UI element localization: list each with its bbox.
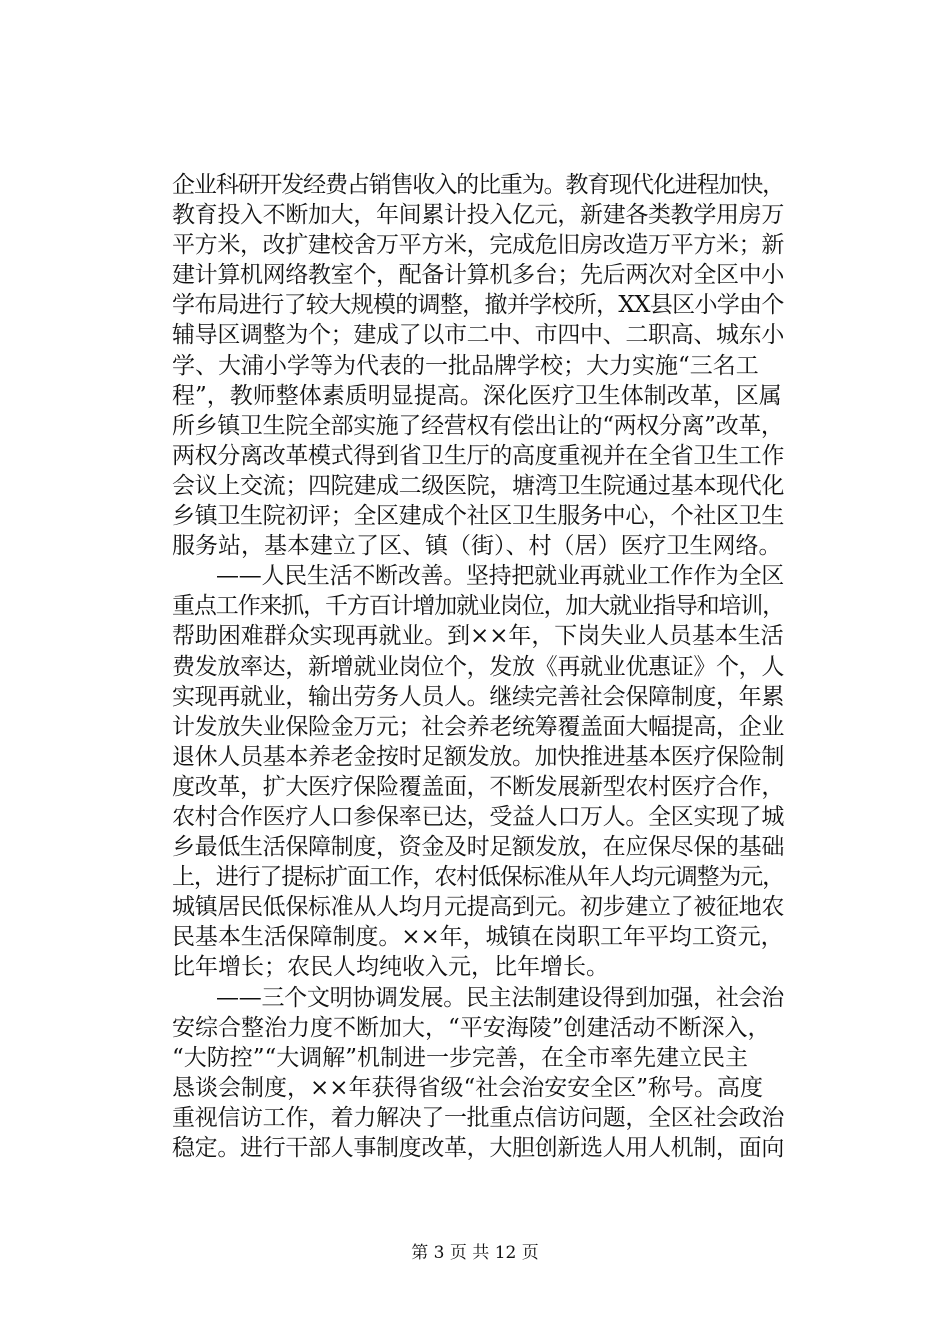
text-line: 费发放率达，新增就业岗位个，发放《再就业优惠证》个，人 (172, 653, 785, 680)
text-line: 会议上交流；四院建成二级医院，塘湾卫生院通过基本现代化 (172, 472, 785, 499)
text-line: 恳谈会制度，××年获得省级“社会治安安全区”称号。高度 (172, 1074, 764, 1101)
text-line: ——人民生活不断改善。坚持把就业再就业工作作为全区 (216, 563, 785, 590)
page-footer: 第 3 页 共 12 页 (411, 1243, 539, 1263)
text-line: 建计算机网络教室个，配备计算机多台；先后两次对全区中小 (172, 262, 785, 289)
text-line: 安综合整治力度不断加大，“平安海陵”创建活动不断深入， (172, 1014, 771, 1041)
text-line: 平方米，改扩建校舍万平方米，完成危旧房改造万平方米；新 (172, 232, 785, 259)
text-line: 上，进行了提标扩面工作，农村低保标准从年人均元调整为元， (172, 864, 785, 891)
text-line: 企业科研开发经费占销售收入的比重为。教育现代化进程加快， (172, 172, 785, 198)
text-line: 重点工作来抓，千方百计增加就业岗位，加大就业指导和培训， (172, 593, 785, 620)
text-line: 学布局进行了较大规模的调整，撤并学校所，XX县区小学由个 (172, 292, 784, 319)
text-line: 程”，教师整体素质明显提高。深化医疗卫生体制改革，区属 (172, 382, 782, 409)
text-line: 帮助困难群众实现再就业。到××年，下岗失业人员基本生活 (172, 623, 784, 650)
text-line: 农村合作医疗人口参保率已达，受益人口万人。全区实现了城 (172, 803, 785, 830)
text-line: 比年增长；农民人均纯收入元，比年增长。 (172, 954, 609, 981)
text-line: 退休人员基本养老金按时足额发放。加快推进基本医疗保险制 (172, 743, 785, 770)
body-text (172, 170, 784, 1163)
text-line: ——三个文明协调发展。民主法制建设得到加强，社会治 (216, 984, 785, 1011)
text-line: “大防控”“大调解”机制进一步完善，在全市率先建立民主 (172, 1044, 749, 1071)
text-line: 服务站，基本建立了区、镇（街）、村（居）医疗卫生网络。 (172, 533, 782, 560)
text-line: 城镇居民低保标准从人均月元提高到元。初步建立了被征地农 (172, 894, 785, 921)
text-line: 乡镇卫生院初评；全区建成个社区卫生服务中心，个社区卫生 (172, 503, 785, 530)
text-line: 民基本生活保障制度。××年，城镇在岗职工年平均工资元， (172, 924, 784, 951)
text-line: 两权分离改革模式得到省卫生厅的高度重视并在全省卫生工作 (172, 442, 785, 469)
text-line: 教育投入不断加大，年间累计投入亿元，新建各类教学用房万 (172, 202, 785, 229)
text-line: 实现再就业，输出劳务人员人。继续完善社会保障制度，年累 (172, 683, 785, 710)
text-line: 辅导区调整为个；建成了以市二中、市四中、二职高、城东小 (172, 322, 785, 349)
text-line: 度改革，扩大医疗保险覆盖面，不断发展新型农村医疗合作， (172, 773, 785, 800)
text-line: 学、大浦小学等为代表的一批品牌学校；大力实施“三名工 (172, 352, 759, 379)
text-line: 重视信访工作，着力解决了一批重点信访问题，全区社会政治 (172, 1104, 785, 1131)
text-line: 所乡镇卫生院全部实施了经营权有偿出让的“两权分离”改革， (172, 412, 784, 439)
text-line: 计发放失业保险金万元；社会养老统筹覆盖面大幅提高，企业 (172, 713, 785, 740)
text-line: 稳定。进行干部人事制度改革，大胆创新选人用人机制，面向 (172, 1135, 785, 1161)
text-line: 乡最低生活保障制度，资金及时足额发放，在应保尽保的基础 (172, 834, 785, 861)
